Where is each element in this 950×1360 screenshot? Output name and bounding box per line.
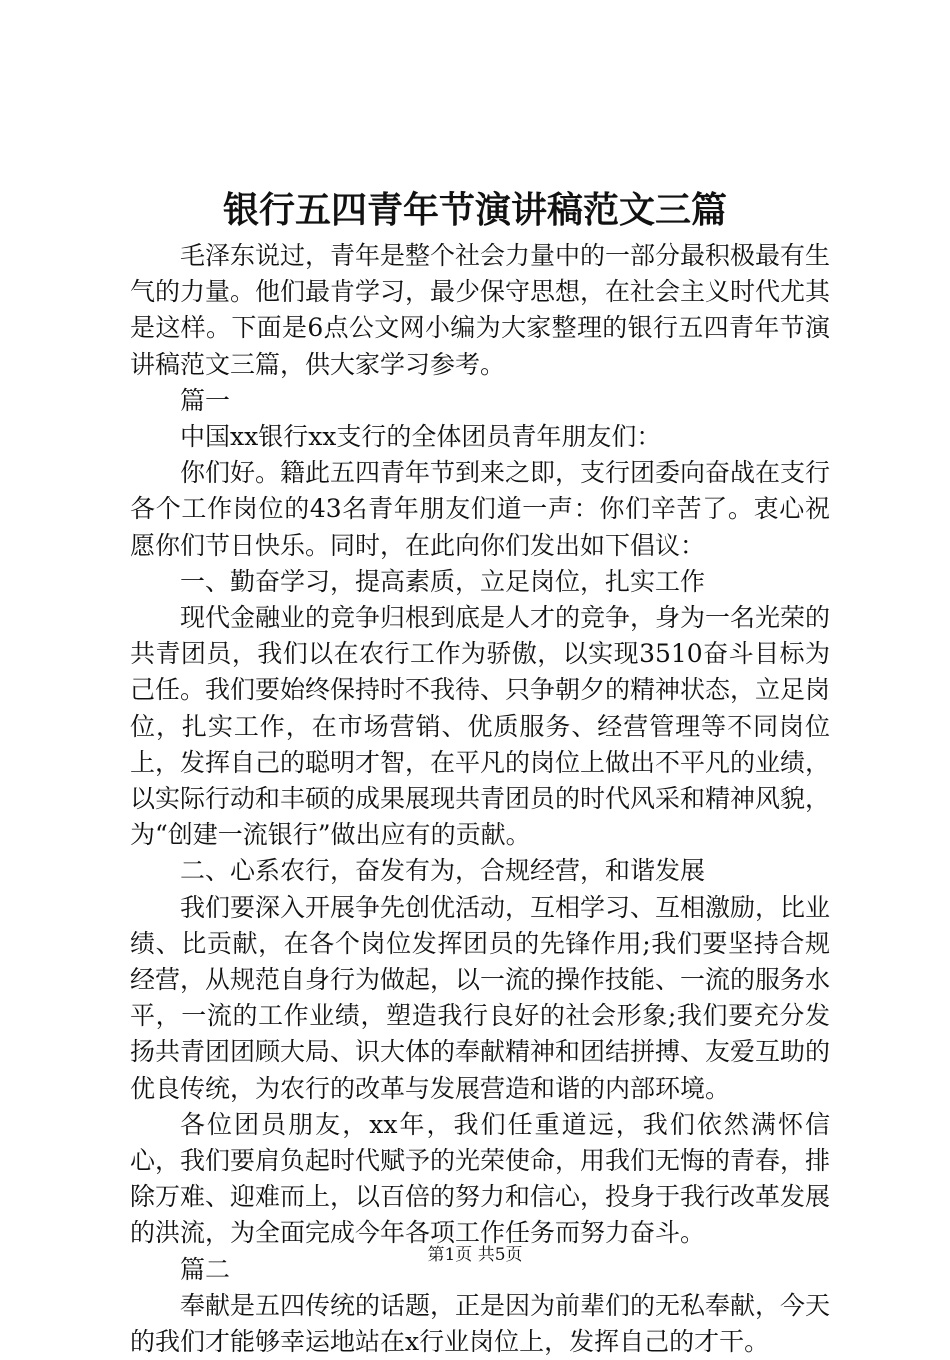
paragraph-salutation: 中国xx银行xx支行的全体团员青年朋友们： <box>180 422 662 452</box>
paragraph-closing: 各位团员朋友，xx年，我们任重道远，我们依然满怀信心，我们要肩负起时代赋予的光荣使命，用我们无悔的青春，排除万难、迎难而上，以百倍的努力和信心，投身于我行改革发展的洪流，为全面完成今年各项工作任务而努力奋斗。 <box>130 1109 831 1248</box>
paragraph-body-2: 我们要深入开展争先创优活动，互相学习、互相激励，比业绩、比贡献，在各个岗位发挥团员的先锋作用;我们要坚持合规经营，从规范自身行为做起，以一流的操作技能、一流的服务水平，一流的工作业绩，塑造我行良好的社会形象;我们要充分发扬共青团团顾大局、识大体的奉献精神和团结拼搏、友爱互助的优良传统，为农行的改革与发展营造和谐的内部环境。 <box>130 892 831 1103</box>
section-heading-2: 篇二 <box>180 1254 231 1284</box>
paragraph-greeting: 你们好。籍此五四青年节到来之即，支行团委向奋战在支行各个工作岗位的43名青年朋友们道一声：你们辛苦了。衷心祝愿你们节日快乐。同时，在此向你们发出如下倡议： <box>130 458 831 560</box>
section-heading-1: 篇一 <box>180 385 231 415</box>
subheading-1: 一、勤奋学习，提高素质，立足岗位，扎实工作 <box>180 566 706 596</box>
page-footer: 第1页 共5页 <box>427 1245 523 1265</box>
paragraph-intro: 毛泽东说过，青年是整个社会力量中的一部分最积极最有生气的力量。他们最肯学习，最少保守思想，在社会主义时代尤其是这样。下面是6点公文网小编为大家整理的银行五四青年节演讲稿范文三篇，供大家学习参考。 <box>130 241 831 379</box>
paragraph-body-1: 现代金融业的竞争归根到底是人才的竞争，身为一名光荣的共青团员，我们以在农行工作为骄傲，以实现3510奋斗目标为己任。我们要始终保持时不我待、只争朝夕的精神状态，立足岗位，扎实工作，在市场营销、优质服务、经营管理等不同岗位上，发挥自己的聪明才智，在平凡的岗位上做出不平凡的业绩，以实际行动和丰硕的成果展现共青团员的时代风采和精神风貌，为“创建一流银行”做出应有的贡献。 <box>130 603 831 850</box>
document-title: 银行五四青年节演讲稿范文三篇 <box>222 189 727 231</box>
subheading-2: 二、心系农行，奋发有为，合规经营，和谐发展 <box>180 856 706 886</box>
document-body <box>130 238 830 1360</box>
paragraph-section-2: 奉献是五四传统的话题，正是因为前辈们的无私奉献，今天的我们才能够幸运地站在x行业岗位上，发挥自己的才干。 <box>130 1290 831 1357</box>
